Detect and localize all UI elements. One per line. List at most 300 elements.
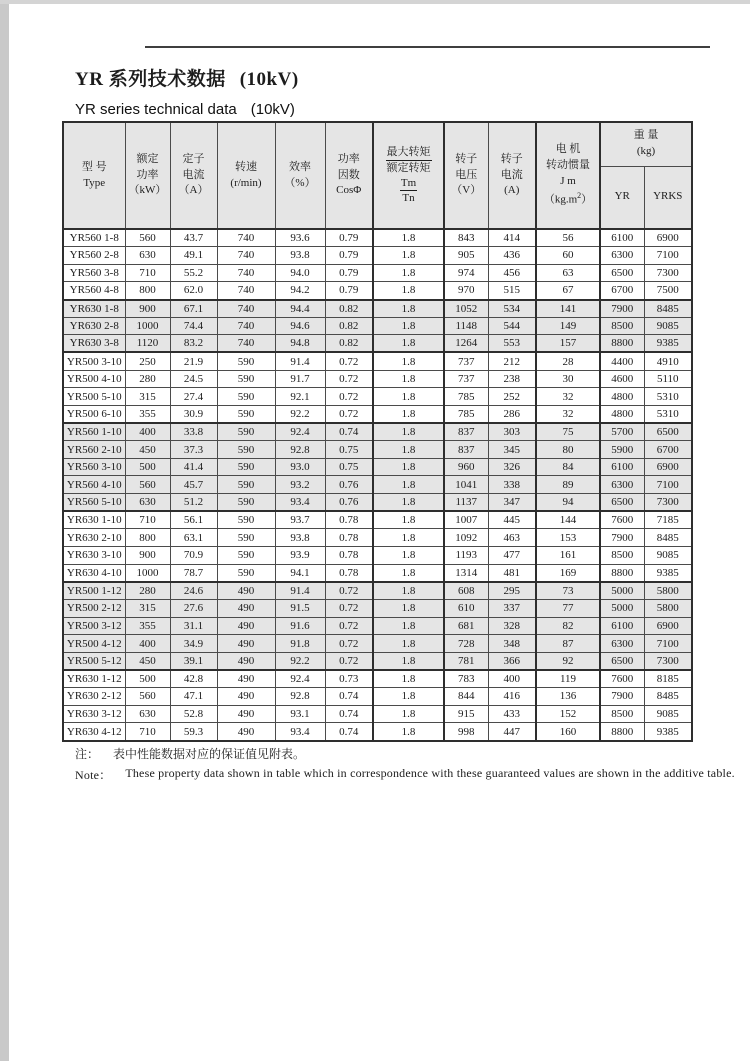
cell-value: 710 — [125, 511, 170, 529]
cell-value: 94.4 — [275, 300, 325, 318]
cell-value: 93.4 — [275, 494, 325, 512]
cell-value: 6900 — [644, 458, 692, 476]
cell-value: 1.8 — [373, 599, 444, 617]
cell-value: 62.0 — [170, 282, 217, 300]
cell-value: 149 — [536, 317, 600, 335]
cell-value: 710 — [125, 264, 170, 282]
cell-value: 1.8 — [373, 688, 444, 706]
cell-value: 8500 — [600, 317, 644, 335]
cell-value: 1.8 — [373, 317, 444, 335]
cell-value: 136 — [536, 688, 600, 706]
cell-value: 59.3 — [170, 723, 217, 741]
cell-value: 67.1 — [170, 300, 217, 318]
page-title-zh: YR 系列技术数据 — [75, 69, 226, 90]
cell-value: 92.4 — [275, 670, 325, 688]
cell-value: 1.8 — [373, 335, 444, 353]
cell-value: 33.8 — [170, 423, 217, 441]
cell-value: 800 — [125, 282, 170, 300]
cell-value: 7300 — [644, 264, 692, 282]
table-row — [63, 582, 692, 600]
cell-value: 0.72 — [325, 599, 373, 617]
cell-value: 1000 — [125, 564, 170, 582]
cell-value: 93.2 — [275, 476, 325, 494]
cell-value: 94.0 — [275, 264, 325, 282]
cell-value: 7900 — [600, 688, 644, 706]
cell-value: 93.9 — [275, 547, 325, 565]
cell-value: 837 — [444, 423, 488, 441]
cell-value: 1.8 — [373, 723, 444, 741]
cell-value: 160 — [536, 723, 600, 741]
table-row — [63, 688, 692, 706]
cell-value: 1041 — [444, 476, 488, 494]
page-subtitle-en: YR series technical data — [75, 101, 237, 118]
cell-value: 28 — [536, 352, 600, 370]
cell-value: 60 — [536, 247, 600, 265]
cell-value: 1092 — [444, 529, 488, 547]
col-header-inertia: 电 机 转动惯量 J m $(kg.m^2)$ — [536, 122, 600, 229]
cell-type: YR630 2-8 — [63, 317, 125, 335]
cell-value: 5110 — [644, 370, 692, 388]
cell-value: 450 — [125, 441, 170, 459]
cell-value: 80 — [536, 441, 600, 459]
cell-value: 7500 — [644, 282, 692, 300]
cell-value: 515 — [488, 282, 536, 300]
cell-value: 347 — [488, 494, 536, 512]
cell-value: 6700 — [644, 441, 692, 459]
cell-value: 590 — [217, 388, 275, 406]
cell-value: 7900 — [600, 529, 644, 547]
cell-value: 1.8 — [373, 388, 444, 406]
cell-value: 608 — [444, 582, 488, 600]
col-header-rated-power: 额定 功率 （kW） — [125, 122, 170, 229]
cell-value: 500 — [125, 458, 170, 476]
cell-value: 0.78 — [325, 564, 373, 582]
table-row — [63, 335, 692, 353]
cell-value: 1.8 — [373, 247, 444, 265]
cell-type: YR500 2-12 — [63, 599, 125, 617]
note-zh-text: 表中性能数据对应的保证值见附表。 — [113, 747, 306, 761]
cell-value: 1.8 — [373, 529, 444, 547]
cell-value: 0.72 — [325, 582, 373, 600]
cell-value: 1.8 — [373, 652, 444, 670]
cell-value: 5310 — [644, 405, 692, 423]
cell-type: YR560 2-8 — [63, 247, 125, 265]
cell-value: 6500 — [644, 423, 692, 441]
cell-value: 400 — [125, 423, 170, 441]
cell-value: 740 — [217, 264, 275, 282]
cell-value: 37.3 — [170, 441, 217, 459]
cell-value: 152 — [536, 705, 600, 723]
cell-value: 9385 — [644, 723, 692, 741]
page-subtitle — [75, 101, 295, 118]
cell-type: YR500 4-12 — [63, 635, 125, 653]
cell-value: 5000 — [600, 599, 644, 617]
cell-value: 4910 — [644, 352, 692, 370]
cell-value: 30.9 — [170, 405, 217, 423]
cell-value: 1.8 — [373, 300, 444, 318]
cell-value: 900 — [125, 547, 170, 565]
table-row — [63, 723, 692, 741]
top-rule — [145, 46, 710, 48]
cell-type: YR630 3-12 — [63, 705, 125, 723]
cell-value: 67 — [536, 282, 600, 300]
cell-type: YR560 4-10 — [63, 476, 125, 494]
cell-value: 445 — [488, 511, 536, 529]
cell-value: 490 — [217, 599, 275, 617]
table-row — [63, 441, 692, 459]
cell-value: 8500 — [600, 705, 644, 723]
cell-value: 93.8 — [275, 247, 325, 265]
col-header-weight-yr: YR — [600, 166, 644, 229]
cell-value: 837 — [444, 441, 488, 459]
table-row — [63, 352, 692, 370]
cell-value: 1.8 — [373, 670, 444, 688]
cell-value: 87 — [536, 635, 600, 653]
cell-type: YR560 3-8 — [63, 264, 125, 282]
cell-value: 737 — [444, 352, 488, 370]
cell-value: 41.4 — [170, 458, 217, 476]
cell-value: 728 — [444, 635, 488, 653]
table-row — [63, 547, 692, 565]
cell-value: 27.6 — [170, 599, 217, 617]
table-row — [63, 423, 692, 441]
cell-type: YR630 3-8 — [63, 335, 125, 353]
cell-value: 456 — [488, 264, 536, 282]
cell-value: 43.7 — [170, 229, 217, 247]
cell-value: 119 — [536, 670, 600, 688]
cell-value: 39.1 — [170, 652, 217, 670]
cell-value: 238 — [488, 370, 536, 388]
cell-value: 6100 — [600, 229, 644, 247]
cell-value: 560 — [125, 476, 170, 494]
cell-type: YR500 1-12 — [63, 582, 125, 600]
table-row — [63, 388, 692, 406]
cell-value: 9085 — [644, 547, 692, 565]
cell-value: 315 — [125, 388, 170, 406]
note-en-text: These property data shown in table which in correspondence with these guaranteed values are shown in the additive table. — [125, 766, 735, 780]
cell-value: 348 — [488, 635, 536, 653]
cell-type: YR630 1-10 — [63, 511, 125, 529]
cell-value: 4800 — [600, 388, 644, 406]
cell-value: 144 — [536, 511, 600, 529]
cell-type: YR630 4-12 — [63, 723, 125, 741]
cell-value: 630 — [125, 247, 170, 265]
cell-value: 740 — [217, 229, 275, 247]
cell-value: 6900 — [644, 617, 692, 635]
cell-value: 94 — [536, 494, 600, 512]
cell-type: YR630 4-10 — [63, 564, 125, 582]
table-row — [63, 405, 692, 423]
cell-value: 433 — [488, 705, 536, 723]
cell-value: 0.74 — [325, 705, 373, 723]
cell-value: 8800 — [600, 335, 644, 353]
cell-type: YR500 5-10 — [63, 388, 125, 406]
table-row — [63, 458, 692, 476]
cell-value: 5900 — [600, 441, 644, 459]
note-en — [75, 766, 735, 783]
cell-value: 56.1 — [170, 511, 217, 529]
cell-value: 169 — [536, 564, 600, 582]
cell-value: 5310 — [644, 388, 692, 406]
cell-value: 553 — [488, 335, 536, 353]
cell-value: 92.4 — [275, 423, 325, 441]
cell-value: 24.5 — [170, 370, 217, 388]
cell-value: 740 — [217, 247, 275, 265]
cell-value: 0.76 — [325, 494, 373, 512]
cell-value: 7900 — [600, 300, 644, 318]
cell-value: 92.2 — [275, 652, 325, 670]
cell-value: 590 — [217, 547, 275, 565]
cell-value: 7600 — [600, 511, 644, 529]
cell-value: 7300 — [644, 652, 692, 670]
cell-value: 8500 — [600, 547, 644, 565]
col-header-type: 型 号 Type — [63, 122, 125, 229]
note-zh-label: 注： — [75, 747, 100, 761]
cell-value: 91.8 — [275, 635, 325, 653]
cell-value: 91.5 — [275, 599, 325, 617]
cell-value: 6100 — [600, 458, 644, 476]
cell-type: YR630 2-10 — [63, 529, 125, 547]
cell-value: 92.8 — [275, 688, 325, 706]
cell-value: 73 — [536, 582, 600, 600]
cell-value: 250 — [125, 352, 170, 370]
cell-value: 1314 — [444, 564, 488, 582]
cell-value: 0.74 — [325, 423, 373, 441]
cell-value: 1193 — [444, 547, 488, 565]
cell-value: 500 — [125, 670, 170, 688]
cell-value: 1.8 — [373, 458, 444, 476]
cell-value: 8485 — [644, 688, 692, 706]
cell-value: 590 — [217, 476, 275, 494]
cell-value: 27.4 — [170, 388, 217, 406]
cell-value: 463 — [488, 529, 536, 547]
cell-value: 0.82 — [325, 317, 373, 335]
cell-value: 710 — [125, 723, 170, 741]
cell-value: 1.8 — [373, 352, 444, 370]
cell-value: 34.9 — [170, 635, 217, 653]
cell-value: 30 — [536, 370, 600, 388]
cell-value: 481 — [488, 564, 536, 582]
cell-value: 161 — [536, 547, 600, 565]
cell-value: 0.78 — [325, 511, 373, 529]
cell-value: 338 — [488, 476, 536, 494]
cell-value: 0.78 — [325, 547, 373, 565]
cell-value: 590 — [217, 352, 275, 370]
cell-value: 303 — [488, 423, 536, 441]
cell-value: 0.78 — [325, 529, 373, 547]
cell-value: 560 — [125, 229, 170, 247]
cell-value: 78.7 — [170, 564, 217, 582]
cell-value: 91.7 — [275, 370, 325, 388]
cell-value: 24.6 — [170, 582, 217, 600]
table-header — [63, 122, 692, 229]
cell-type: YR630 3-10 — [63, 547, 125, 565]
cell-value: 740 — [217, 282, 275, 300]
cell-value: 590 — [217, 564, 275, 582]
cell-value: 490 — [217, 617, 275, 635]
cell-value: 4800 — [600, 405, 644, 423]
cell-value: 337 — [488, 599, 536, 617]
cell-value: 5800 — [644, 599, 692, 617]
cell-value: 0.79 — [325, 282, 373, 300]
cell-value: 590 — [217, 405, 275, 423]
cell-value: 0.79 — [325, 247, 373, 265]
col-header-power-factor: 功率 因数 CosΦ — [325, 122, 373, 229]
cell-value: 544 — [488, 317, 536, 335]
cell-type: YR560 1-10 — [63, 423, 125, 441]
cell-value: 1148 — [444, 317, 488, 335]
cell-value: 737 — [444, 370, 488, 388]
cell-value: 93.1 — [275, 705, 325, 723]
cell-value: 490 — [217, 635, 275, 653]
cell-value: 7100 — [644, 247, 692, 265]
cell-value: 89 — [536, 476, 600, 494]
cell-value: 4400 — [600, 352, 644, 370]
col-header-rotor-voltage: 转子 电压 （V） — [444, 122, 488, 229]
cell-value: 141 — [536, 300, 600, 318]
cell-value: 590 — [217, 458, 275, 476]
cell-value: 5000 — [600, 582, 644, 600]
cell-value: 7300 — [644, 494, 692, 512]
cell-value: 63 — [536, 264, 600, 282]
cell-value: 740 — [217, 300, 275, 318]
col-header-efficiency: 效率 （%） — [275, 122, 325, 229]
cell-value: 630 — [125, 494, 170, 512]
cell-value: 6900 — [644, 229, 692, 247]
cell-value: 9385 — [644, 335, 692, 353]
cell-value: 490 — [217, 723, 275, 741]
cell-value: 6300 — [600, 635, 644, 653]
cell-value: 6500 — [600, 494, 644, 512]
cell-type: YR560 3-10 — [63, 458, 125, 476]
cell-value: 0.79 — [325, 264, 373, 282]
cell-value: 31.1 — [170, 617, 217, 635]
cell-value: 6300 — [600, 476, 644, 494]
cell-value: 0.82 — [325, 335, 373, 353]
cell-value: 295 — [488, 582, 536, 600]
table-row — [63, 564, 692, 582]
cell-value: 153 — [536, 529, 600, 547]
table-row — [63, 635, 692, 653]
cell-value: 915 — [444, 705, 488, 723]
cell-value: 0.79 — [325, 229, 373, 247]
cell-value: 590 — [217, 370, 275, 388]
cell-value: 32 — [536, 388, 600, 406]
cell-value: 8800 — [600, 723, 644, 741]
cell-value: 0.73 — [325, 670, 373, 688]
cell-value: 5800 — [644, 582, 692, 600]
cell-value: 974 — [444, 264, 488, 282]
cell-type: YR500 3-12 — [63, 617, 125, 635]
table-row — [63, 300, 692, 318]
cell-value: 900 — [125, 300, 170, 318]
table-row — [63, 476, 692, 494]
cell-value: 8485 — [644, 300, 692, 318]
cell-value: 45.7 — [170, 476, 217, 494]
cell-value: 5700 — [600, 423, 644, 441]
table-row — [63, 670, 692, 688]
table-row — [63, 370, 692, 388]
cell-value: 94.2 — [275, 282, 325, 300]
table-row — [63, 247, 692, 265]
cell-value: 800 — [125, 529, 170, 547]
cell-value: 7100 — [644, 635, 692, 653]
cell-value: 400 — [488, 670, 536, 688]
table-body — [63, 229, 692, 741]
page-subtitle-kv: (10kV) — [250, 101, 295, 118]
cell-value: 970 — [444, 282, 488, 300]
cell-value: 70.9 — [170, 547, 217, 565]
scan-edge-left — [0, 0, 9, 1061]
cell-value: 286 — [488, 405, 536, 423]
cell-value: 326 — [488, 458, 536, 476]
page-title — [75, 64, 299, 91]
cell-value: 6300 — [600, 247, 644, 265]
cell-value: 56 — [536, 229, 600, 247]
cell-value: 534 — [488, 300, 536, 318]
cell-value: 590 — [217, 441, 275, 459]
cell-value: 610 — [444, 599, 488, 617]
cell-value: 91.6 — [275, 617, 325, 635]
table-row — [63, 511, 692, 529]
cell-value: 9085 — [644, 705, 692, 723]
cell-value: 0.82 — [325, 300, 373, 318]
cell-value: 77 — [536, 599, 600, 617]
cell-value: 1.8 — [373, 705, 444, 723]
cell-value: 84 — [536, 458, 600, 476]
cell-value: 447 — [488, 723, 536, 741]
cell-value: 0.72 — [325, 635, 373, 653]
cell-value: 490 — [217, 688, 275, 706]
cell-value: 355 — [125, 617, 170, 635]
cell-value: 1.8 — [373, 635, 444, 653]
table-row — [63, 529, 692, 547]
cell-value: 52.8 — [170, 705, 217, 723]
cell-value: 6700 — [600, 282, 644, 300]
table-row — [63, 264, 692, 282]
cell-value: 436 — [488, 247, 536, 265]
cell-value: 560 — [125, 688, 170, 706]
cell-value: 414 — [488, 229, 536, 247]
cell-value: 280 — [125, 582, 170, 600]
table-row — [63, 317, 692, 335]
cell-value: 42.8 — [170, 670, 217, 688]
cell-value: 843 — [444, 229, 488, 247]
cell-value: 0.72 — [325, 405, 373, 423]
cell-value: 93.7 — [275, 511, 325, 529]
cell-type: YR500 5-12 — [63, 652, 125, 670]
cell-value: 0.72 — [325, 352, 373, 370]
cell-value: 83.2 — [170, 335, 217, 353]
cell-value: 490 — [217, 652, 275, 670]
cell-value: 740 — [217, 317, 275, 335]
col-header-rotor-current: 转子 电流 (A) — [488, 122, 536, 229]
cell-value: 63.1 — [170, 529, 217, 547]
cell-value: 490 — [217, 705, 275, 723]
note-zh — [75, 745, 305, 762]
cell-value: 355 — [125, 405, 170, 423]
cell-value: 0.74 — [325, 688, 373, 706]
cell-value: 740 — [217, 335, 275, 353]
cell-value: 590 — [217, 423, 275, 441]
cell-value: 998 — [444, 723, 488, 741]
cell-value: 490 — [217, 582, 275, 600]
cell-value: 91.4 — [275, 352, 325, 370]
cell-value: 93.4 — [275, 723, 325, 741]
cell-value: 328 — [488, 617, 536, 635]
cell-value: 1264 — [444, 335, 488, 353]
cell-type: YR560 5-10 — [63, 494, 125, 512]
